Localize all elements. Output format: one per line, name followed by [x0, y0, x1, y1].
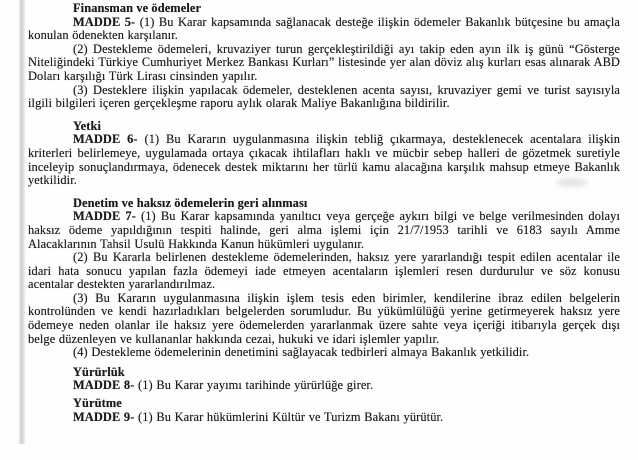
- paragraph-madde6-1: [28, 133, 620, 187]
- section-heading: Yetki: [73, 118, 102, 133]
- decree-text-block: [28, 2, 620, 424]
- section-denetim: [28, 197, 620, 360]
- section-heading: Finansman ve ödemeler: [73, 1, 202, 15]
- paragraph-madde5-1: [28, 16, 620, 43]
- scan-shadow-left: [18, 0, 26, 444]
- paragraph-madde7-4: [28, 346, 620, 360]
- paragraph-madde7-2: [28, 251, 620, 292]
- paragraph-madde5-2: [28, 43, 620, 84]
- paragraph-madde7-1: [28, 210, 620, 251]
- paragraph-madde5-3: [28, 84, 620, 111]
- section-heading: Yürürlük: [73, 364, 125, 379]
- paragraph-text: (2) Bu Kararla belirlenen destekleme ödemelerinden, haksız yere yararlandığı tespit edilen acentalar ile idari hata sonucu yapılan fazla ödemeyi iade etmeyen acentaların işlemleri resen durdurulur ve söz konusu acentalar destekten yararlandırılmaz.: [28, 250, 620, 292]
- paragraph-text: (1) Bu Karar hükümlerini Kültür ve Turizm Bakanı yürütür.: [134, 409, 444, 424]
- paragraph-madde8-1: [28, 379, 620, 393]
- paragraph-text: (4) Destekleme ödemelerinin denetimini sağlayacak tedbirleri almaya Bakanlık yetkilidir.: [73, 345, 530, 360]
- section-heading: Denetim ve haksız ödemelerin geri alınması: [73, 195, 308, 210]
- section-yurutme: [28, 397, 620, 424]
- paragraph-text: (3) Desteklere ilişkin yapılacak ödemeler, desteklenen acenta sayısı, kruvaziyer gemi ve turist sayısıyla ilgili bilgileri içeren gerçekleşme raporu aylık olarak Maliye Bakanlığına bildirilir.: [28, 82, 620, 111]
- paragraph-text: (1) Bu Karar yayımı tarihinde yürürlüğe girer.: [134, 378, 374, 393]
- paragraph-text: (2) Destekleme ödemeleri, kruvaziyer turun gerçekleştirildiği ayı takip eden ayın ilk iş günü “Gösterge Niteliğindeki Türkiye Cumhuriyet Merkez Bankası Kurları” listesinde yer alan döviz alış kurları esas alınarak ABD Doları karşılığı Türk Lirası cinsinden yapılır.: [28, 41, 620, 83]
- paragraph-text: (1) Bu Karar kapsamında yanıltıcı veya gerçeğe aykırı bilgi ve belge verilmesinden dolayı haksız ödeme yapıldığının tespiti halinde, geri alma işlemi için 21/7/1953 tarihli ve 6183 sayılı Amme Alacaklarının Tahsil Usulü Hakkında Kanun hükümleri uygulanır.: [28, 209, 620, 251]
- paragraph-madde7-3: [28, 292, 620, 346]
- madde-label: MADDE 7-: [73, 209, 136, 224]
- madde-label: MADDE 6-: [73, 132, 138, 147]
- section-finansman: [28, 2, 620, 111]
- section-heading: Yürütme: [73, 396, 122, 411]
- paragraph-text: (3) Bu Kararın uygulanmasına ilişkin işlem tesis eden birimler, kendilerine ibraz edilen belgelerin kontrolünden ve kendi hazırladıkları belgelerden sorumludur. Bu yükümlülüğü yerine getirmeyerek haksız yere ödemeye neden olanlar ile haksız yere ödemelerden yararlanmak üzere sahte veya içeriği itibarıyla gerçek dışı belge düzenleyen ve kullananlar hakkında cezai, hukuki ve idari işlemler yapılır.: [28, 290, 620, 346]
- section-yururluk: [28, 366, 620, 393]
- paragraph-text: (1) Bu Karar kapsamında sağlanacak desteğe ilişkin ödemeler Bakanlık bütçesine bu amaçla konulan ödenekten karşılanır.: [28, 14, 620, 43]
- paragraph-madde9-1: [28, 411, 620, 425]
- madde-label: MADDE 8-: [73, 378, 135, 393]
- paragraph-text: (1) Bu Kararın uygulanmasına ilişkin tebliğ çıkarmaya, desteklenecek acentalara ilişkin kriterleri belirlemeye, uygulamada ortaya çıkacak ihtilafları haklı ve mücbir sebep halleri de gözetmek suretiyle inceleyip sonuçlandırmaya, ödenecek destek miktarını her türlü kamu alacağına karşılık mahsup etmeye Bakanlık yetkilidir.: [28, 132, 620, 188]
- section-yetki: [28, 120, 620, 188]
- madde-label: MADDE 9-: [73, 409, 135, 424]
- madde-label: MADDE 5-: [73, 14, 136, 29]
